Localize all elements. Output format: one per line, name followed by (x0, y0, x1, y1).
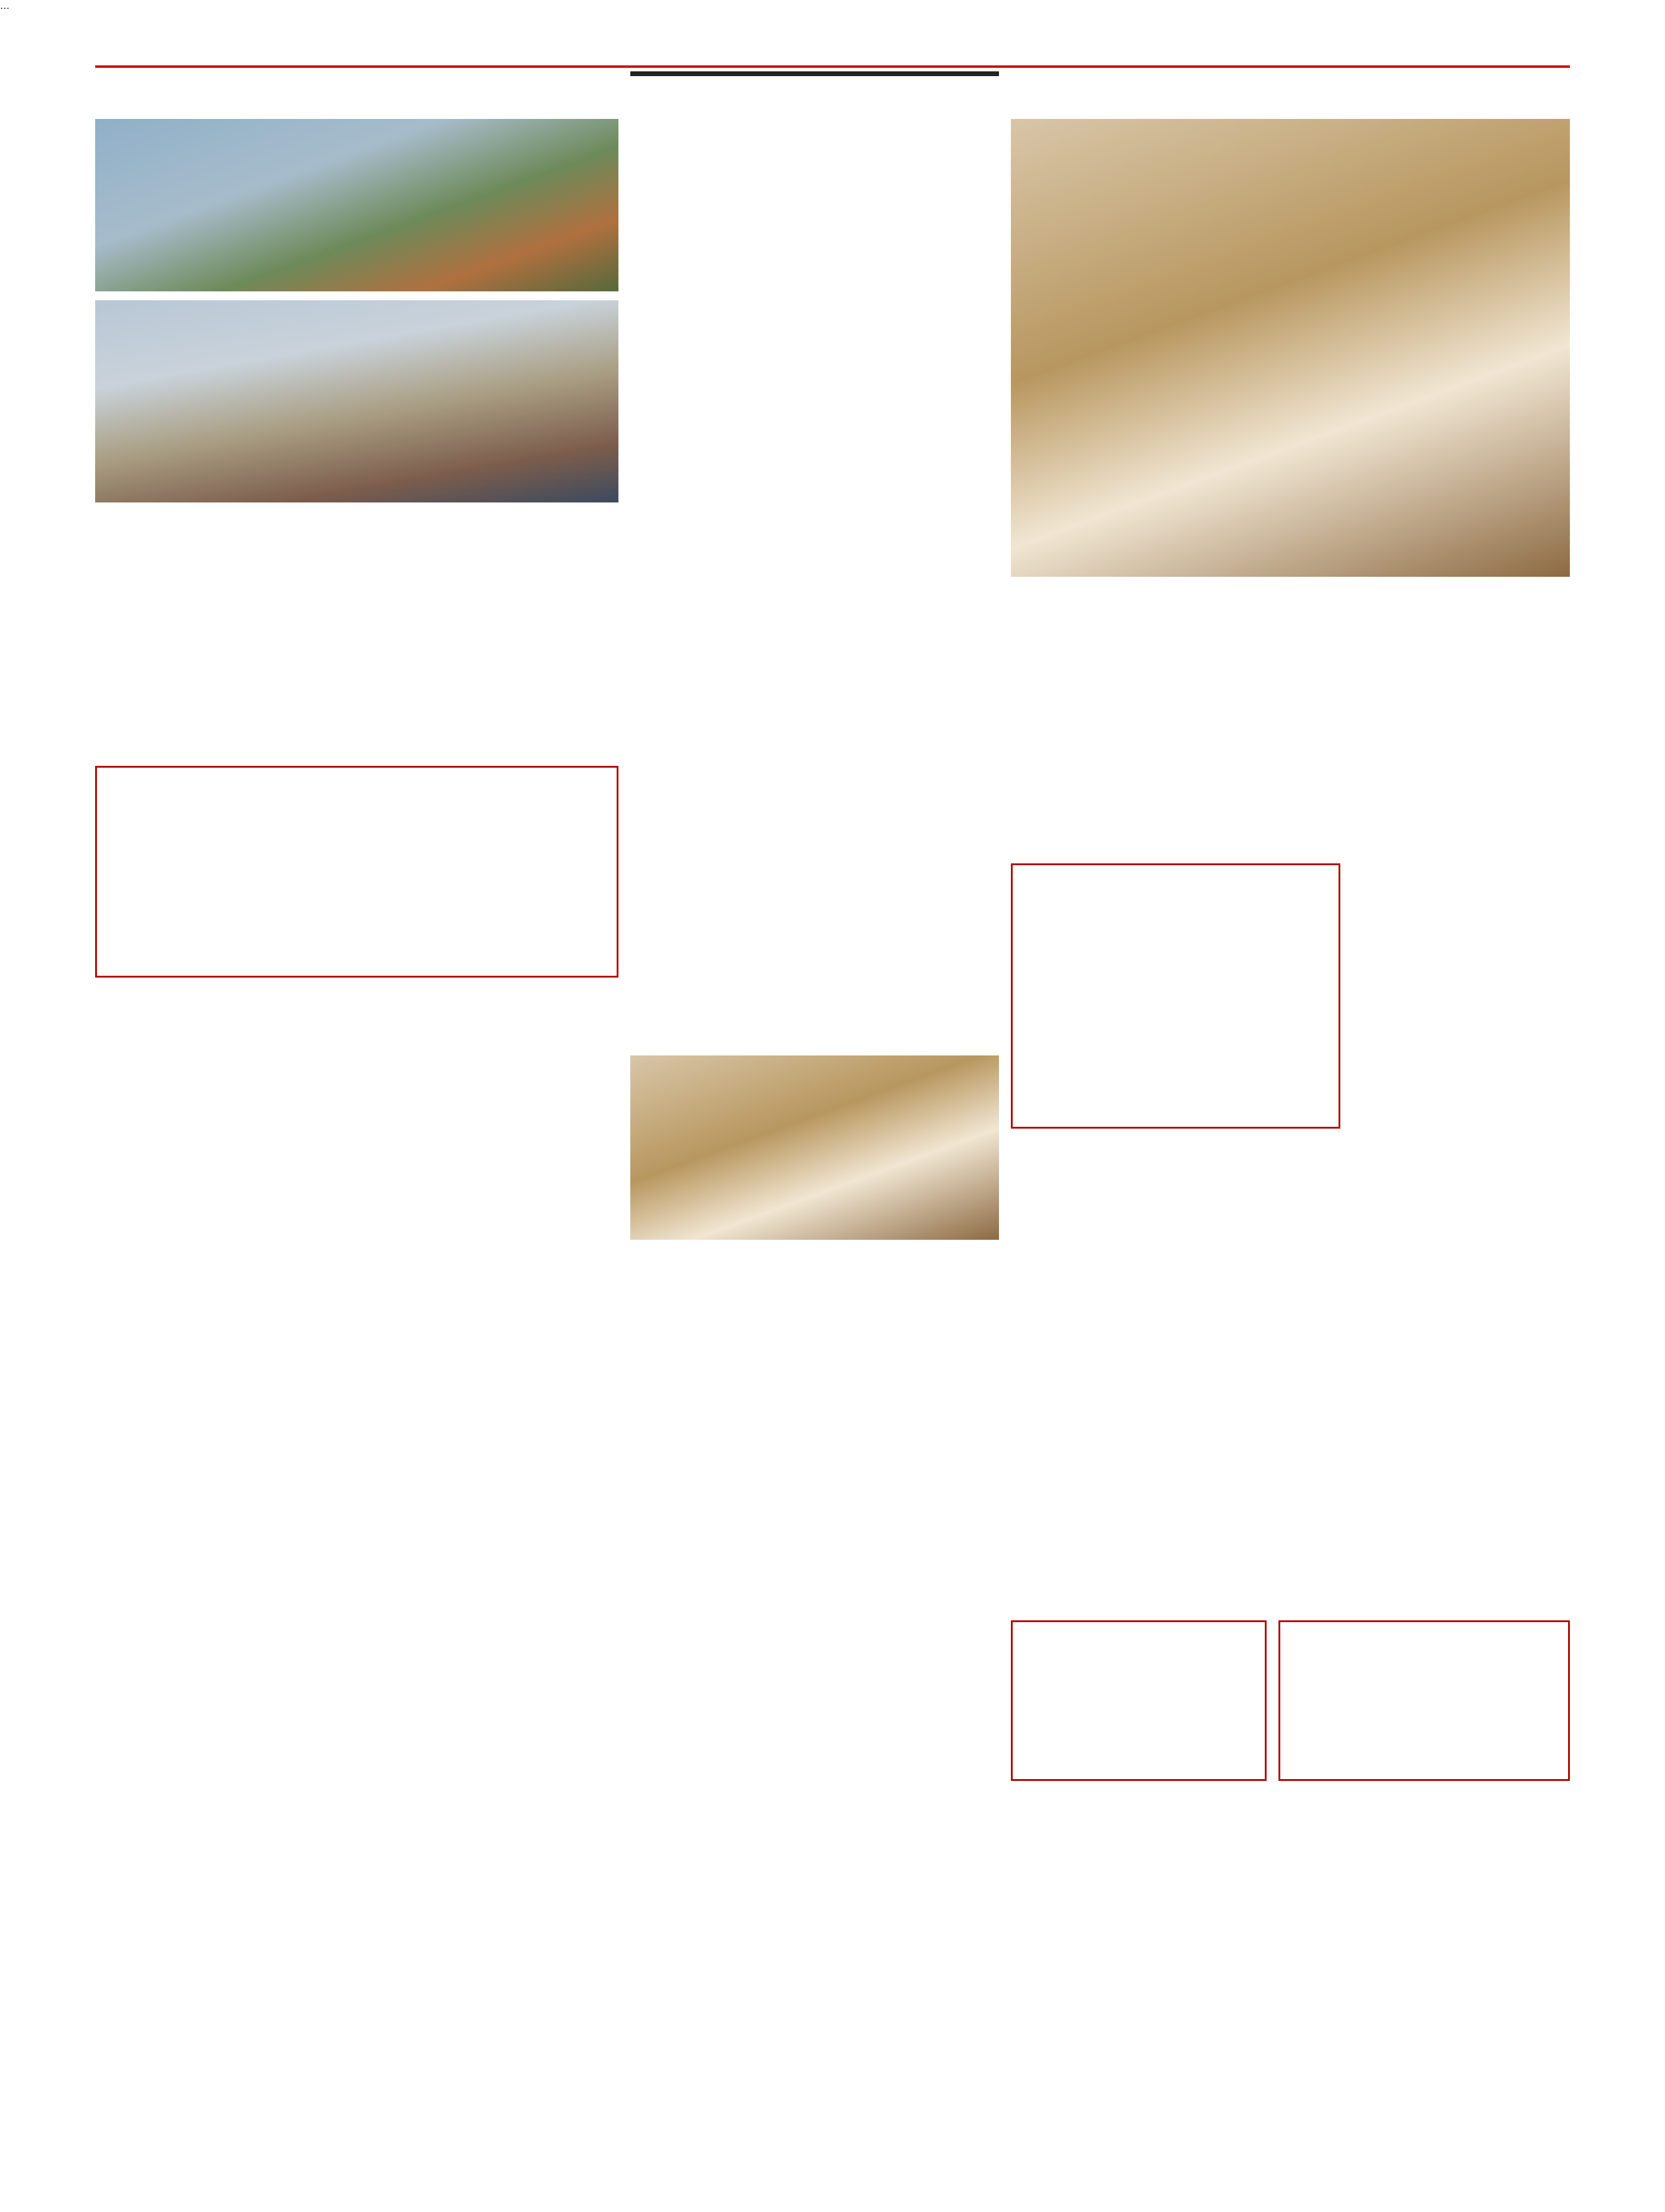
farmers-article (630, 71, 999, 672)
bridge-city-body (1011, 1519, 1570, 1614)
blood-camp-caption (1011, 582, 1570, 605)
setting-box (1278, 1620, 1570, 1781)
builder-lead (95, 1224, 618, 1259)
saints-caption (630, 1244, 999, 1297)
builder-body (95, 1540, 618, 1659)
setting-box-body (1289, 1628, 1560, 1729)
deputy-article (1011, 612, 1570, 1231)
builder-article (95, 1219, 618, 1475)
bribe-box-body (1021, 1628, 1256, 1747)
book-copy-article (630, 684, 999, 1047)
blood-camp-photo (1011, 119, 1570, 577)
farmers-body (630, 161, 999, 517)
book-fair-body (95, 652, 618, 759)
deputy-box (1011, 863, 1340, 1129)
registration-top (797, 2, 868, 26)
book-box (95, 766, 618, 978)
book-fair-lead (95, 593, 618, 647)
book-copy-lead (630, 689, 999, 759)
book-fair-article (95, 589, 618, 1207)
deputy-lead (1011, 618, 1570, 672)
bridge-city-lead (1011, 1245, 1570, 1298)
deputy-box-body (1021, 876, 1330, 1025)
masthead (95, 29, 1570, 68)
flower-show-caption (95, 508, 618, 580)
bridge-city-article (1011, 1240, 1570, 1484)
book-copy-body (630, 762, 999, 881)
deputy-body (1011, 677, 1570, 855)
book-box-body (105, 776, 608, 931)
saints-photo (630, 1055, 999, 1240)
bribe-box (1011, 1620, 1267, 1781)
farmers-kicker (630, 71, 999, 76)
flower-show-photo-1 (95, 119, 618, 291)
farmers-lead (630, 84, 999, 156)
flower-show-photo-2 (95, 300, 618, 502)
